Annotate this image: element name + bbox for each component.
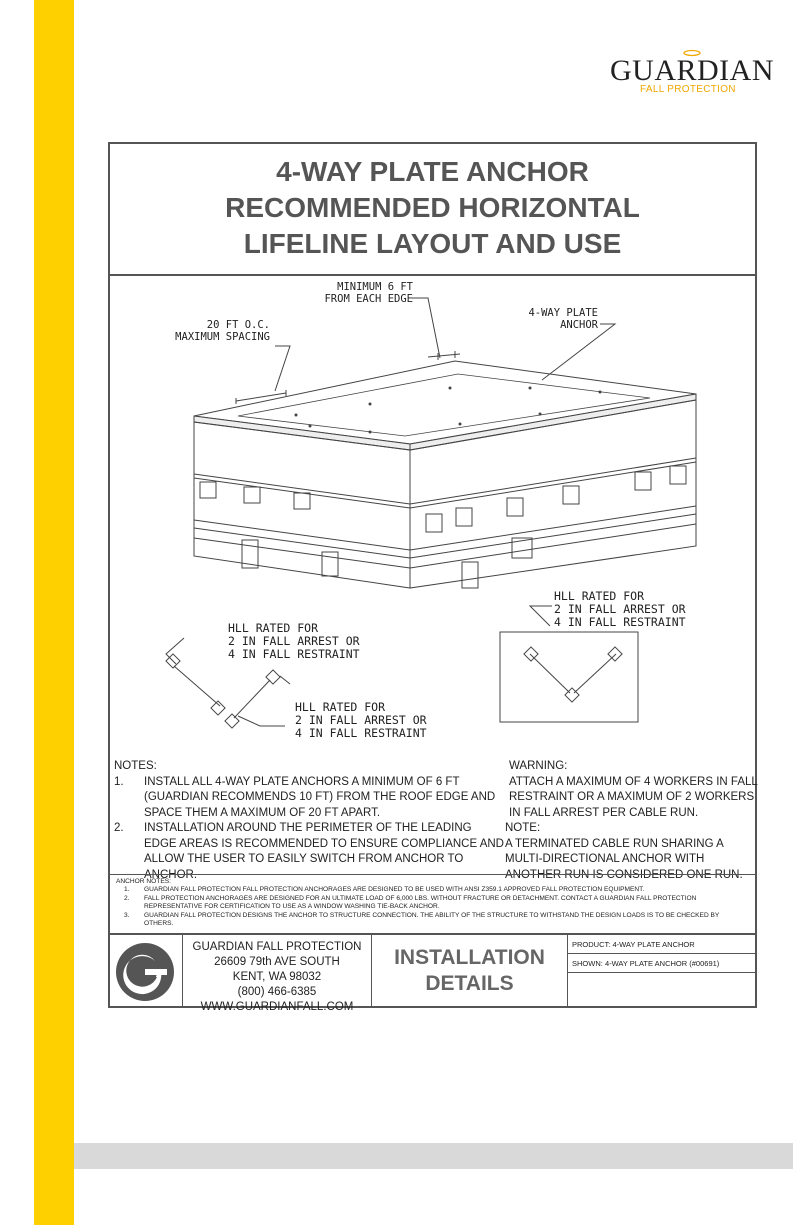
product-info: [568, 935, 755, 1008]
shown-row: [568, 954, 755, 973]
note-number: 1.: [114, 775, 124, 788]
sheet-title: [110, 144, 755, 276]
drawing-sheet: [108, 142, 758, 1013]
hll-box: [500, 632, 638, 722]
company-name: GUARDIAN FALL PROTECTION: [192, 941, 362, 953]
guardian-logo: [610, 48, 774, 98]
logo-subtitle: FALL PROTECTION: [640, 84, 736, 95]
anchor-note-text: GUARDIAN FALL PROTECTION DESIGNS THE ANCHOR TO STRUCTURE CONNECTION. THE ABILITY OF THE STRUCTURE TO WITHSTAND THE DESIGN LOADS IS TO BE CHECKED BY OTHERS.: [144, 911, 720, 928]
company-phone: (800) 466-6385: [237, 986, 317, 998]
product-row: [568, 935, 755, 954]
guardian-g-logo-icon: [114, 941, 176, 1003]
anchor-note-number: 3.: [124, 911, 130, 919]
shown-label: SHOWN:: [572, 959, 603, 968]
title-line-2: RECOMMENDED HORIZONTAL: [225, 192, 640, 223]
install-line2: DETAILS: [425, 972, 514, 995]
note-number: 2.: [114, 822, 124, 834]
notes-heading: NOTES:: [114, 760, 157, 772]
product-label: PRODUCT:: [572, 940, 611, 949]
anchor-note-item: [116, 895, 749, 912]
label-4way-plate: 4-WAY PLATE: [528, 307, 598, 319]
hll-left-line1: HLL RATED FOR: [228, 621, 319, 635]
product-value: 4-WAY PLATE ANCHOR: [612, 940, 695, 949]
anchor-note-item: [116, 912, 749, 929]
notes-section: [114, 759, 509, 883]
hll-left-line2: 2 IN FALL ARREST OR: [228, 634, 360, 648]
company-address2: KENT, WA 98032: [232, 971, 322, 983]
anchor-note-item: [116, 886, 749, 894]
door: [322, 552, 338, 576]
note-item: [114, 775, 509, 822]
shown-value: 4-WAY PLATE ANCHOR (#00691): [604, 959, 720, 968]
hll-right-line3: 4 IN FALL RESTRAINT: [554, 615, 686, 629]
note-text-right: A TERMINATED CABLE RUN SHARING A MULTI-DIRECTIONAL ANCHOR WITH ANOTHER RUN IS CONSIDERED ONE RUN.: [505, 837, 743, 881]
window: [294, 493, 310, 509]
warning-text: ATTACH A MAXIMUM OF 4 WORKERS IN FALL RESTRAINT OR A MAXIMUM OF 2 WORKERS IN FALL ARREST PER CABLE RUN.: [509, 775, 758, 819]
installation-details-title: [372, 935, 568, 1008]
window: [244, 487, 260, 503]
company-website: WWW.GUARDIANFALL.COM: [200, 1001, 354, 1013]
warning-section: [505, 759, 760, 883]
company-info: [182, 935, 372, 1013]
window: [456, 508, 472, 526]
window: [563, 486, 579, 504]
note-heading: NOTE:: [505, 822, 541, 834]
anchor-marker: [225, 714, 239, 728]
title-line-1: 4-WAY PLATE ANCHOR: [276, 156, 589, 187]
label-from-edge: FROM EACH EDGE: [324, 293, 413, 305]
label-anchor: ANCHOR: [560, 319, 598, 331]
title-line-3: LIFELINE LAYOUT AND USE: [243, 228, 622, 259]
anchor-note-number: 1.: [124, 886, 130, 894]
building-drawing: [110, 276, 755, 756]
gray-footer-band: [74, 1143, 793, 1169]
logo-wordmark: GUARDIAN: [610, 54, 774, 87]
anchor-note-text: GUARDIAN FALL PROTECTION FALL PROTECTION ANCHORAGES ARE DESIGNED TO BE USED WITH ANSI Z359.1 APPROVED FALL PROTECTION EQUIPMENT.: [144, 886, 645, 894]
window: [670, 466, 686, 484]
anchor-note-number: 2.: [124, 894, 130, 902]
hll-right-line1: HLL RATED FOR: [554, 589, 645, 603]
note-text: INSTALL ALL 4-WAY PLATE ANCHORS A MINIMUM OF 6 FT (GUARDIAN RECOMMENDS 10 FT) FROM THE ROOF EDGE AND SPACE THEM A MAXIMUM OF 20 FT APART.: [144, 775, 496, 819]
lifeline-perimeter: [238, 374, 650, 436]
anchor-note-text: FALL PROTECTION ANCHORAGES ARE DESIGNED FOR AN ULTIMATE LOAD OF 6,000 LBS. WITHOUT FRACTURE OR DETACHMENT. CONTACT A GUARDIAN FALL PROTECTION REPRESENTATIVE FOR CERTIFICATION TO USE AS A WINDOW WASHING TIE-BACK ANCHOR.: [144, 894, 697, 911]
label-max-spacing: MAXIMUM SPACING: [175, 331, 270, 343]
anchor-marker: [211, 701, 225, 715]
hll-bottom-line1: HLL RATED FOR: [295, 700, 386, 714]
anchor-notes-section: [110, 874, 755, 932]
hll-left-line3: 4 IN FALL RESTRAINT: [228, 647, 360, 661]
label-20ft: 20 FT O.C.: [206, 319, 270, 331]
company-address1: 26609 79th AVE SOUTH: [214, 956, 340, 968]
window: [507, 498, 523, 516]
hll-bottom-line3: 4 IN FALL RESTRAINT: [295, 726, 427, 740]
door: [462, 562, 478, 588]
window: [635, 472, 651, 490]
anchor-marker: [524, 647, 538, 661]
hll-right-line2: 2 IN FALL ARREST OR: [554, 602, 686, 616]
note-text: INSTALLATION AROUND THE PERIMETER OF THE LEADING EDGE AREAS IS RECOMMENDED TO ENSURE COMPLIANCE AND ALLOW THE USER TO EASILY SWITCH FROM ANCHOR TO ANCHOR.: [144, 822, 504, 881]
window: [426, 514, 442, 532]
label-min-6ft: MINIMUM 6 FT: [337, 281, 413, 293]
install-line1: INSTALLATION: [394, 946, 545, 969]
yellow-side-bar: [34, 0, 74, 1225]
hll-bottom-line2: 2 IN FALL ARREST OR: [295, 713, 427, 727]
window: [200, 482, 216, 498]
anchor-notes-heading: ANCHOR NOTES:: [116, 878, 171, 885]
warning-heading: WARNING:: [509, 760, 568, 772]
title-block: [110, 933, 755, 1013]
